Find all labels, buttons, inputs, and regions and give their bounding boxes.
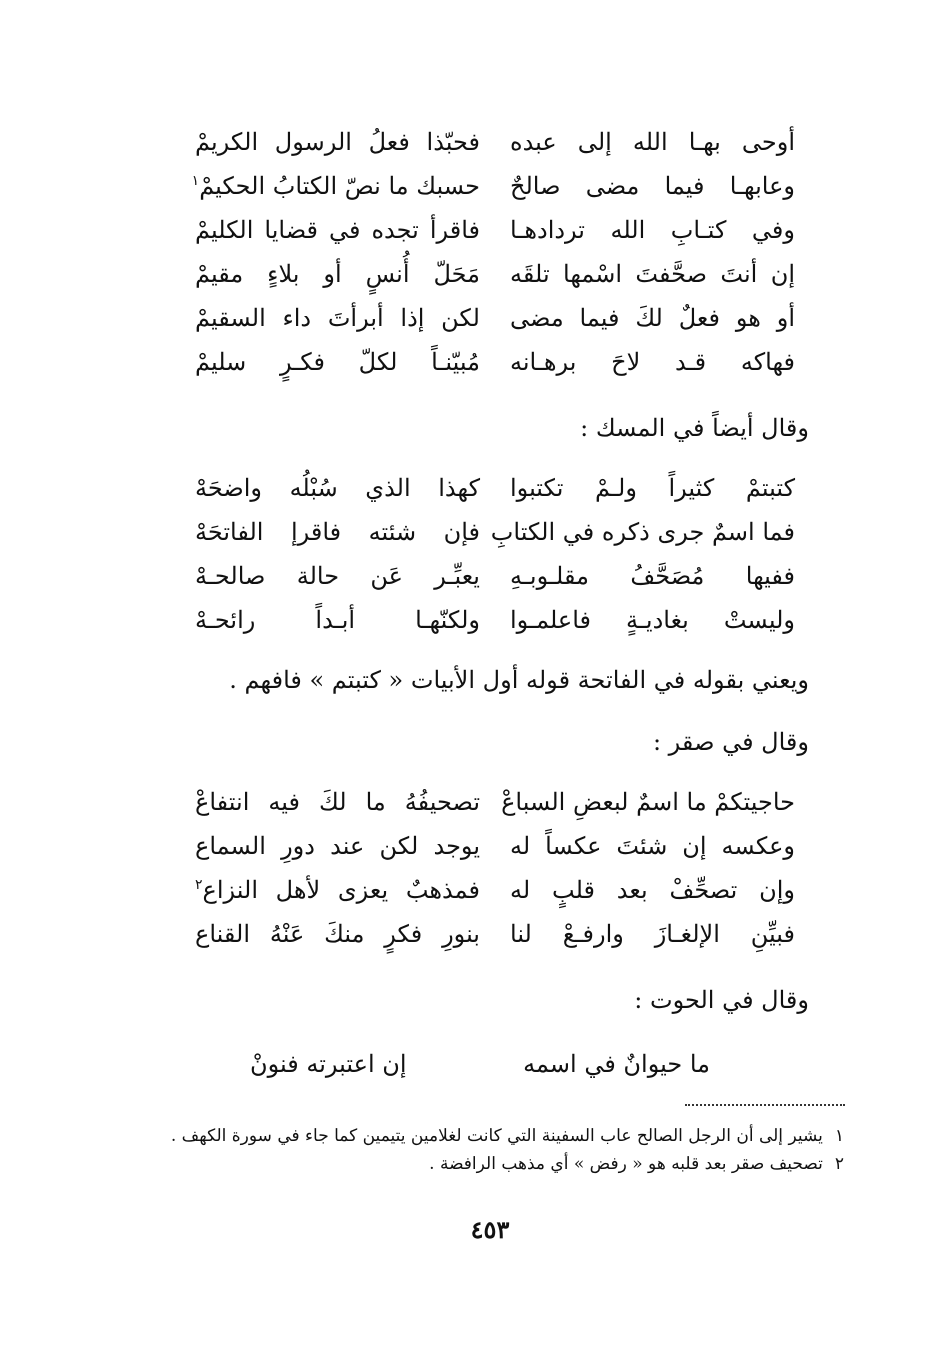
poem-3-verse — [195, 780, 795, 824]
poem-3-second-hemistich-wrap — [195, 824, 480, 868]
intro-musk: وقال أيضاً في المسك : — [580, 414, 809, 442]
poem-2 — [195, 466, 795, 642]
poem-1-verse — [195, 296, 795, 340]
poem-1-second-hemistich-wrap — [195, 252, 480, 296]
poem-3-second-hemistich: بنورِ فكرٍ منكَ عَنْهُ القناع — [195, 920, 480, 948]
poem-1-first-hemistich: وعابهـا فيما مضى صالحٌ — [510, 172, 795, 200]
footnote-number: ١ — [834, 1126, 844, 1146]
poem-1-second-hemistich: مَحَلّ أُنسٍ أو بلاءٍ مقيمْ — [195, 260, 480, 288]
poem-1-verse — [191, 164, 795, 208]
poem-1-second-hemistich: مُبيّنـاً لكلّ فكـرٍ سليمْ — [195, 348, 480, 376]
poem-3-second-hemistich: تصحيفُهُ ما لكَ فيه انتفاعْ — [195, 788, 480, 816]
poem-2-first-hemistich: فما اسمٌ جرى ذكره في الكتابِ — [490, 518, 795, 546]
footnote-item — [144, 1150, 844, 1178]
poem-2-second-hemistich-wrap — [195, 510, 480, 554]
footnote-divider — [685, 1104, 845, 1106]
poem-2-verse — [195, 510, 795, 554]
poem-3-first-hemistich: حاجيتكمْ ما اسمٌ لبعضِ السباعْ — [501, 788, 795, 816]
poem-3-second-hemistich: يوجد لكن عند دورِ السماع — [195, 832, 480, 860]
poem-4-verse — [250, 1044, 710, 1084]
poem-3-second-hemistich-wrap — [195, 780, 480, 824]
poem-2-second-hemistich: ولكنّهـا أبـداً رائحـهْ — [195, 606, 480, 634]
poem-1-second-hemistich: فحبّذا فعلُ الرسول الكريمْ — [195, 128, 480, 156]
poem-3-first-hemistich: فبيِّنِ الإلغـازَ وارفـعْ لنا — [510, 920, 795, 948]
poem-3-second-hemistich-wrap — [195, 912, 480, 956]
footnote-marker: ١ — [191, 173, 200, 189]
poem-2-first-hemistich: وليستْ بغاديـةٍ فاعلمـوا — [510, 606, 795, 634]
poem-4-first-hemistich: ما حيوانٌ في اسمه — [523, 1050, 710, 1078]
poem-1-verse — [195, 120, 795, 164]
poem-3-first-hemistich: وإن تصحِّفْ بعد قلبٍ له — [510, 876, 795, 904]
intro-saqr: وقال في صقر : — [652, 728, 809, 756]
footnote-text: يشير إلى أن الرجل الصالح عاب السفينة التي كانت لغلامين يتيمين كما جاء في سورة الكهف . — [170, 1126, 823, 1146]
poem-2-second-hemistich: كهذا الذي سُبْلُه واضحَهْ — [195, 474, 480, 502]
poem-1-verse — [195, 340, 795, 384]
poem-2-second-hemistich-wrap — [195, 554, 480, 598]
poem-1-second-hemistich: لكن إذا أبرأتَ داء السقيمْ — [195, 304, 480, 332]
poem-2-verse — [195, 554, 795, 598]
poem-2-first-hemistich: ففيها مُصَحَّفُ مقلـوبـهِ — [510, 562, 795, 590]
poem-2-first-hemistich: كتبتمْ كثيراً ولـمْ تكتبوا — [510, 474, 795, 502]
poem-3-second-hemistich: فمذهبٌ يعزى لأهل النزاع — [202, 876, 480, 904]
footnote-marker: ٢ — [195, 877, 203, 893]
poem-3 — [195, 780, 795, 956]
poem-2-second-hemistich: فإن شئته فاقرإ الفاتحَهْ — [195, 518, 480, 546]
poem-1-verse — [195, 208, 795, 252]
poem-1-verse — [195, 252, 795, 296]
poem-2-verse — [195, 598, 795, 642]
poem-2-second-hemistich: يعبِّـر عَن حالة صالحـهْ — [195, 562, 480, 590]
poem-1-second-hemistich-wrap — [191, 164, 480, 208]
poem-1-second-hemistich-wrap — [195, 120, 480, 164]
footnote-item — [144, 1122, 844, 1150]
footnote-text: تصحيف صقر بعد قلبه هو « رفض » أي مذهب الرافضة . — [429, 1154, 823, 1174]
intro-hut: وقال في الحوت : — [634, 986, 809, 1014]
poem-1 — [191, 120, 795, 384]
poem-3-verse — [195, 912, 795, 956]
poem-2-verse — [195, 466, 795, 510]
poem-4-second-hemistich: إن اعتبرته فنونْ — [250, 1050, 407, 1078]
poem-1-second-hemistich-wrap — [195, 208, 480, 252]
poem-1-first-hemistich: وفي كتـابِ الله تردادهـا — [510, 216, 795, 244]
poem-1-second-hemistich: حسبك ما نصّ الكتابُ الحكيمْ — [199, 172, 480, 200]
poem-1-first-hemistich: فهاكه قـد لاحَ برهـانه — [510, 348, 795, 376]
poem-2-second-hemistich-wrap — [195, 598, 480, 642]
poem-1-second-hemistich-wrap — [195, 340, 480, 384]
poem-1-second-hemistich-wrap — [195, 296, 480, 340]
poem-3-second-hemistich-wrap — [195, 868, 480, 912]
page-number: ٤٥٣ — [470, 1215, 510, 1244]
poem-3-first-hemistich: وعكسه إن شئتَ عكساً له — [510, 832, 795, 860]
poem-3-verse — [195, 824, 795, 868]
poem-1-first-hemistich: أو هو فعلٌ لكَ فيما مضى — [510, 304, 795, 332]
poem-3-verse — [195, 868, 795, 912]
explanation-line: ويعني بقوله في الفاتحة قوله أول الأبيات « كتبتم » فافهم . — [229, 666, 809, 694]
poem-1-first-hemistich: أوحى بهـا الله إلى عبده — [510, 128, 795, 156]
poem-1-second-hemistich: فاقرأ تجده في قضايا الكليمْ — [195, 216, 480, 244]
poem-2-second-hemistich-wrap — [195, 466, 480, 510]
footnotes — [144, 1122, 844, 1178]
footnote-number: ٢ — [834, 1154, 844, 1174]
poem-1-first-hemistich: إن أنتَ صحَّفتَ اسْمها تلقَه — [510, 260, 795, 288]
